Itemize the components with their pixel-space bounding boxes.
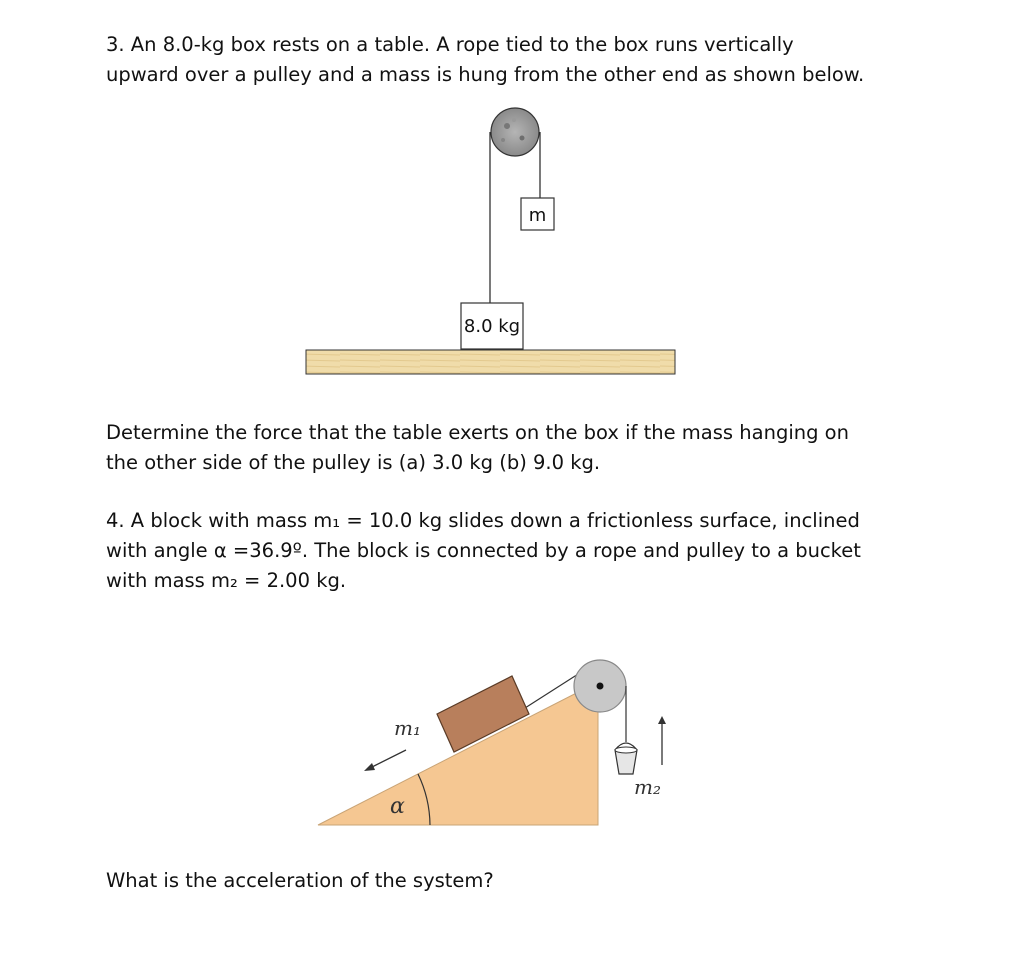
pulley-speckle bbox=[501, 138, 505, 142]
pulley-speckle bbox=[520, 136, 525, 141]
angle-label: α bbox=[390, 794, 405, 819]
problem3-line: upward over a pulley and a mass is hung from the other end as shown below. bbox=[106, 63, 865, 86]
problem4-question bbox=[106, 866, 494, 896]
hanging-mass-label: m bbox=[528, 205, 547, 226]
pulley-axle bbox=[597, 683, 604, 690]
up-arrow-head bbox=[658, 716, 666, 724]
m1-label: m₁ bbox=[394, 716, 421, 740]
pulley-speckle bbox=[512, 118, 516, 122]
problem4-line: with angle α =36.9º. The block is connected by a rope and pulley to a bucket bbox=[106, 539, 861, 562]
box-label: 8.0 kg bbox=[463, 316, 521, 337]
figure-box-table-pulley bbox=[300, 100, 680, 380]
problem3-question-line: the other side of the pulley is (a) 3.0 kg (b) 9.0 kg. bbox=[106, 451, 601, 474]
bucket bbox=[615, 750, 637, 774]
problem4-line: with mass m₂ = 2.00 kg. bbox=[106, 569, 347, 592]
problem4-statement bbox=[106, 506, 861, 596]
problem3-line: 3. An 8.0-kg box rests on a table. A rope tied to the box runs vertically bbox=[106, 33, 794, 56]
down-slope-arrow bbox=[370, 750, 406, 768]
m2-label: m₂ bbox=[634, 775, 661, 799]
problem3-question-line: Determine the force that the table exerts on the box if the mass hanging on bbox=[106, 421, 849, 444]
problem4-line: 4. A block with mass m₁ = 10.0 kg slides down a frictionless surface, inclined bbox=[106, 509, 860, 532]
problem3-statement bbox=[106, 30, 864, 90]
problem4-question-line: What is the acceleration of the system? bbox=[106, 869, 494, 892]
table bbox=[306, 350, 675, 374]
pulley bbox=[491, 108, 539, 156]
down-slope-arrow-head bbox=[364, 763, 375, 771]
problem3-question bbox=[106, 418, 849, 478]
pulley-speckle bbox=[504, 123, 510, 129]
figure-incline-pulley bbox=[310, 650, 710, 835]
bucket-rim bbox=[615, 747, 637, 753]
